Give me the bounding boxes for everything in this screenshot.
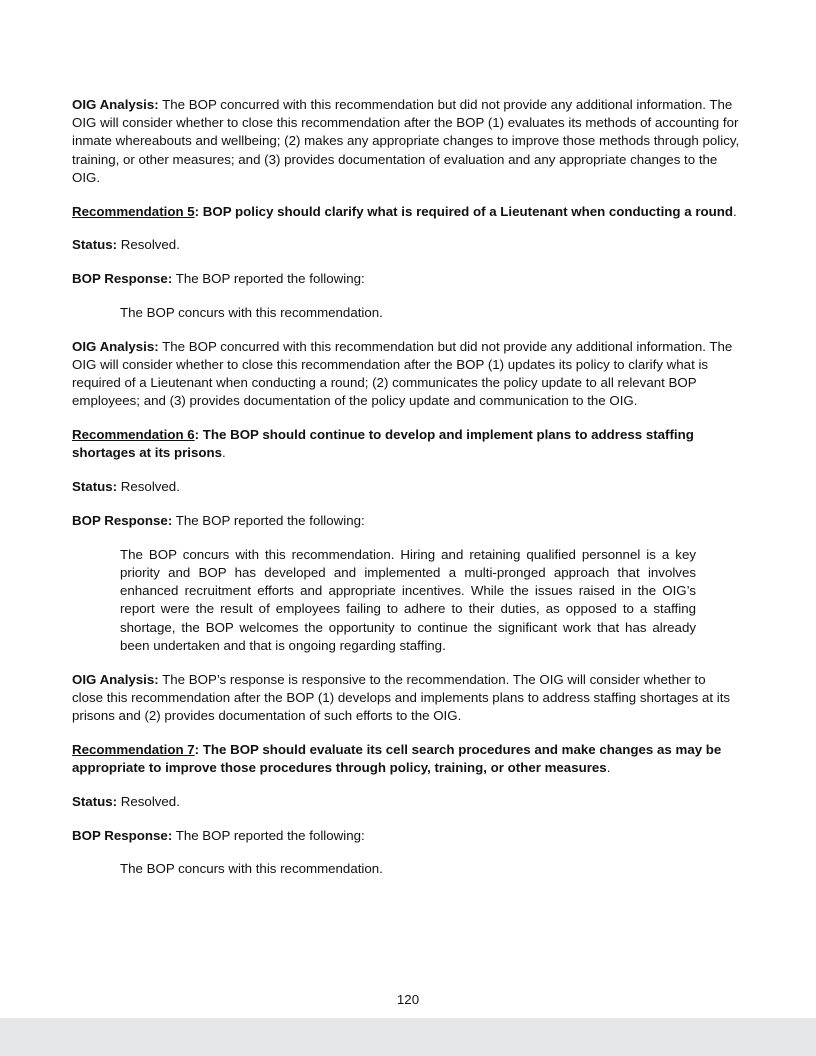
recommendation-label: Recommendation 5 [72,203,195,219]
page-content [72,96,740,894]
recommendation-7 [72,741,740,777]
status-paragraph [72,478,740,496]
oig-analysis-label: OIG Analysis: [72,97,159,112]
bop-response-paragraph [72,512,740,530]
bop-response-paragraph [72,270,740,288]
status-text: Resolved. [117,793,180,809]
page-number: 120 [396,992,420,1007]
bop-quote: The BOP concurs with this recommendation. Hiring and retaining qualified personnel is a key priority and BOP has developed and implemented a multi-pronged approach that involves enhanced recruitment efforts and appropriate incentives. While the issues raised in the OIG’s report were the result of employees failing to adhere to their duties, as opposed to a staffing shortage, the BOP welcomes the opportunity to continue the significant work that has already been undertaken and that is ongoing regarding staffing. [120,546,696,653]
oig-analysis-paragraph [72,96,740,187]
recommendation-colon: : [194,203,203,219]
oig-analysis-paragraph [72,671,740,726]
recommendation-label: Recommendation 6 [72,427,195,443]
oig-analysis-paragraph [72,338,740,411]
status-paragraph [72,236,740,254]
recommendation-colon: : [194,427,203,443]
recommendation-period: . [606,760,611,776]
recommendation-6 [72,426,740,462]
bop-response-paragraph [72,827,740,845]
oig-analysis-text: The BOP concurred with this recommendation but did not provide any additional information. The OIG will consider whether to close this recommendation after the BOP (1) evaluates its methods of accounting for inmate whereabouts and wellbeing; (2) makes any appropriate changes to improve those methods through policy, training, or other measures; and (3) provides documentation of evaluation and any appropriate changes to the OIG. [72,97,740,185]
recommendation-5 [72,203,740,221]
oig-analysis-label: OIG Analysis: [72,338,159,354]
recommendation-label: Recommendation 7 [72,741,195,757]
bop-response-label: BOP Response: [72,271,173,287]
status-text: Resolved. [117,479,180,495]
recommendation-text: The BOP should evaluate its cell search procedures and make changes as may be appropriate to improve those procedures through policy, training, or other measures [72,741,722,776]
oig-analysis-text: The BOP concurred with this recommendation but did not provide any additional information. The OIG will consider whether to close this recommendation after the BOP (1) updates its policy to clarify what is required of a Lieutenant when conducting a round; (2) communicates the policy update to all relevant BOP employees; and (3) provides documentation of the policy update and communication to the OIG. [72,338,733,409]
status-text: Resolved. [117,237,180,253]
status-paragraph [72,793,740,811]
recommendation-period: . [222,445,226,461]
recommendation-text: BOP policy should clarify what is required of a Lieutenant when conducting a round [202,203,733,219]
status-label: Status: [72,793,118,809]
oig-analysis-label: OIG Analysis: [72,671,159,687]
oig-analysis-text: The BOP’s response is responsive to the recommendation. The OIG will consider whether to close this recommendation after the BOP (1) develops and implements plans to address staffing shortages at its prisons and (2) provides documentation of such efforts to the OIG. [72,671,731,724]
bop-response-text: The BOP reported the following: [172,271,365,287]
bop-quote: The BOP concurs with this recommendation. [120,861,383,877]
recommendation-colon: : [194,741,203,757]
recommendation-text: The BOP should continue to develop and implement plans to address staffing shortages at its prisons [72,427,694,461]
bop-response-text: The BOP reported the following: [172,513,365,528]
recommendation-period: . [733,203,737,219]
status-label: Status: [72,479,118,495]
bop-quote: The BOP concurs with this recommendation. [120,305,383,320]
bop-response-label: BOP Response: [72,513,173,528]
bop-response-text: The BOP reported the following: [172,827,365,843]
status-label: Status: [72,237,118,253]
bop-response-label: BOP Response: [72,827,173,843]
